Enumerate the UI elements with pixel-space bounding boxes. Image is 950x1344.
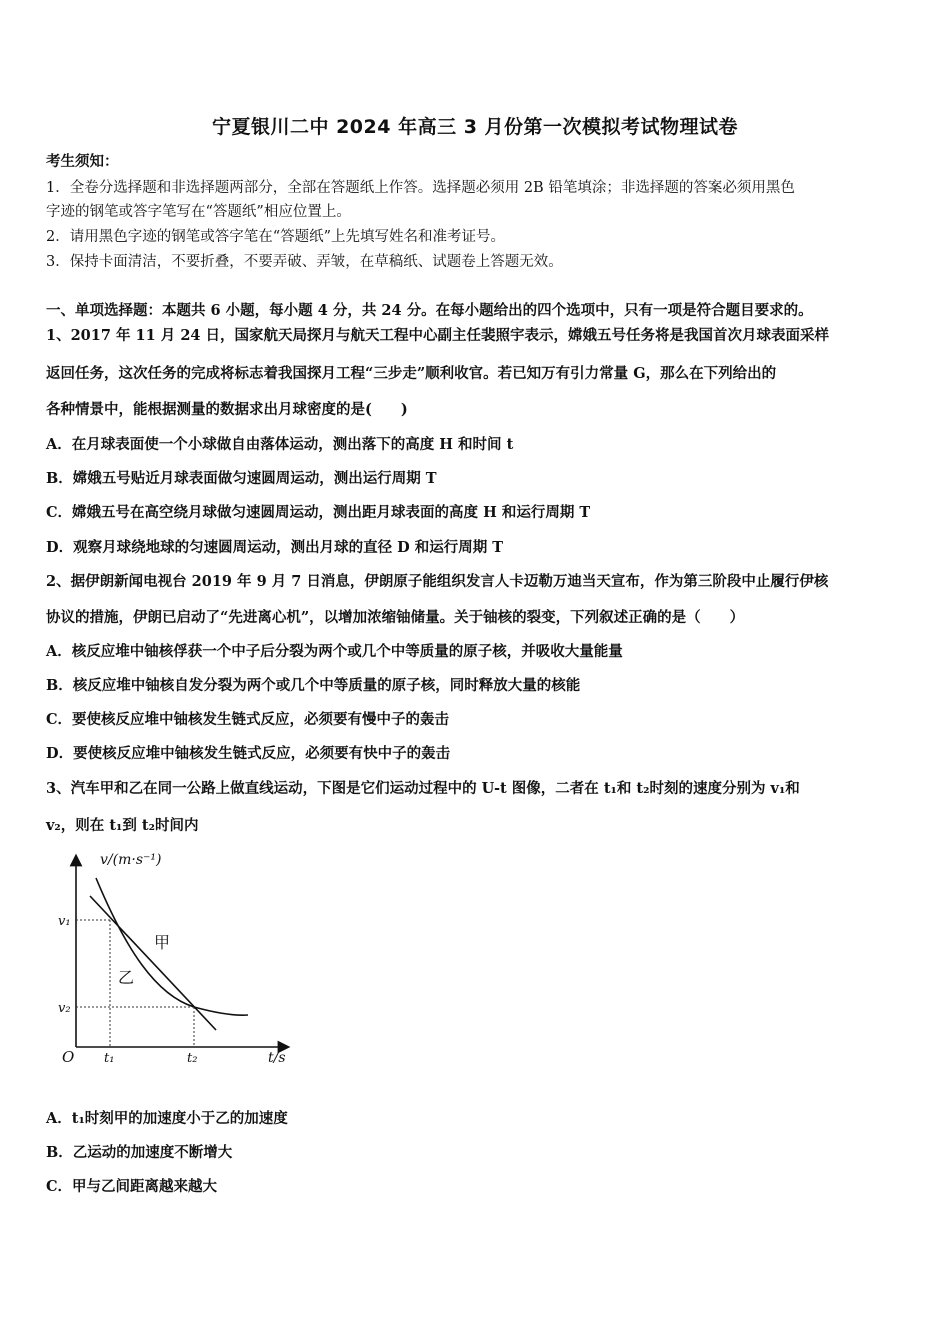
q3-option-a: A．t₁时刻甲的加速度小于乙的加速度: [46, 1110, 288, 1127]
vt-graph-figure: [56, 850, 296, 1070]
q3-option-c: C．甲与乙间距离越来越大: [46, 1178, 218, 1195]
x-axis-label: t/s: [268, 1050, 286, 1066]
v1-label: v₁: [58, 914, 71, 929]
origin-label: O: [62, 1048, 75, 1066]
curve-jia: [96, 878, 248, 1015]
notice-line-3: 2．请用黑色字迹的钢笔或答字笔在“答题纸”上先填写姓名和准考证号。: [46, 229, 506, 245]
q1-option-a: A．在月球表面使一个小球做自由落体运动，测出落下的高度 H 和时间 t: [46, 436, 514, 453]
notice-line-4: 3．保持卡面清洁，不要折叠，不要弄破、弄皱，在草稿纸、试题卷上答题无效。: [46, 254, 563, 270]
curve-jia-label: 甲: [154, 933, 171, 952]
q2-stem-line-2: 协议的措施，伊朗已启动了“先进离心机”，以增加浓缩铀储量。关于铀核的裂变，下列叙述正确的是（ ）: [46, 609, 745, 626]
line-yi: [90, 896, 216, 1030]
page-title: 宁夏银川二中 2024 年高三 3 月份第一次模拟考试物理试卷: [211, 116, 739, 138]
q3-stem-line-2: v₂，则在 t₁到 t₂时间内: [46, 817, 199, 834]
q1-option-c: C．嫦娥五号在高空绕月球做匀速圆周运动，测出距月球表面的高度 H 和运行周期 T: [46, 504, 591, 521]
q2-option-b: B．核反应堆中铀核自发分裂为两个或几个中等质量的原子核，同时释放大量的核能: [46, 677, 581, 694]
q3-stem-line-1: 3、汽车甲和乙在同一公路上做直线运动，下图是它们运动过程中的 U-t 图像，二者在 t₁和 t₂时刻的速度分别为 v₁和: [46, 780, 800, 797]
q2-option-a: A．核反应堆中铀核俘获一个中子后分裂为两个或几个中等质量的原子核，并吸收大量能量: [46, 643, 623, 660]
q1-stem-line-2: 返回任务，这次任务的完成将标志着我国探月工程“三步走”顺利收官。若已知万有引力常量 G，那么在下列给出的: [46, 365, 777, 382]
notice-line-1: 1．全卷分选择题和非选择题两部分，全部在答题纸上作答。选择题必须用 2B 铅笔填涂；非选择题的答案必须用黑色: [46, 180, 795, 196]
q1-option-b: B．嫦娥五号贴近月球表面做匀速圆周运动，测出运行周期 T: [46, 470, 437, 487]
q1-option-d: D．观察月球绕地球的匀速圆周运动，测出月球的直径 D 和运行周期 T: [46, 539, 504, 556]
vt-graph: [56, 850, 296, 1070]
q1-stem-line-1: 1、2017 年 11 月 24 日，国家航天局探月与航天工程中心副主任裴照宇表示，嫦娥五号任务将是我国首次月球表面采样: [46, 327, 830, 344]
y-axis-label: v/(m·s⁻¹): [100, 852, 162, 868]
notice-heading: 考生须知：: [46, 153, 119, 170]
q2-option-c: C．要使核反应堆中铀核发生链式反应，必须要有慢中子的轰击: [46, 711, 450, 728]
notice-line-2: 字迹的钢笔或答字笔写在“答题纸”相应位置上。: [46, 204, 351, 220]
q1-stem-line-3: 各种情景中，能根据测量的数据求出月球密度的是( ): [46, 401, 408, 418]
q2-option-d: D．要使核反应堆中铀核发生链式反应，必须要有快中子的轰击: [46, 745, 451, 762]
q2-stem-line-1: 2、据伊朗新闻电视台 2019 年 9 月 7 日消息，伊朗原子能组织发言人卡迈勒万迪当天宣布，作为第三阶段中止履行伊核: [46, 573, 829, 590]
q3-option-b: B．乙运动的加速度不断增大: [46, 1144, 233, 1161]
section-heading: 一、单项选择题：本题共 6 小题，每小题 4 分，共 24 分。在每小题给出的四个选项中，只有一项是符合题目要求的。: [46, 302, 813, 319]
t2-label: t₂: [187, 1051, 198, 1066]
line-yi-label: 乙: [118, 968, 135, 987]
v2-label: v₂: [58, 1001, 71, 1016]
t1-label: t₁: [104, 1051, 115, 1066]
